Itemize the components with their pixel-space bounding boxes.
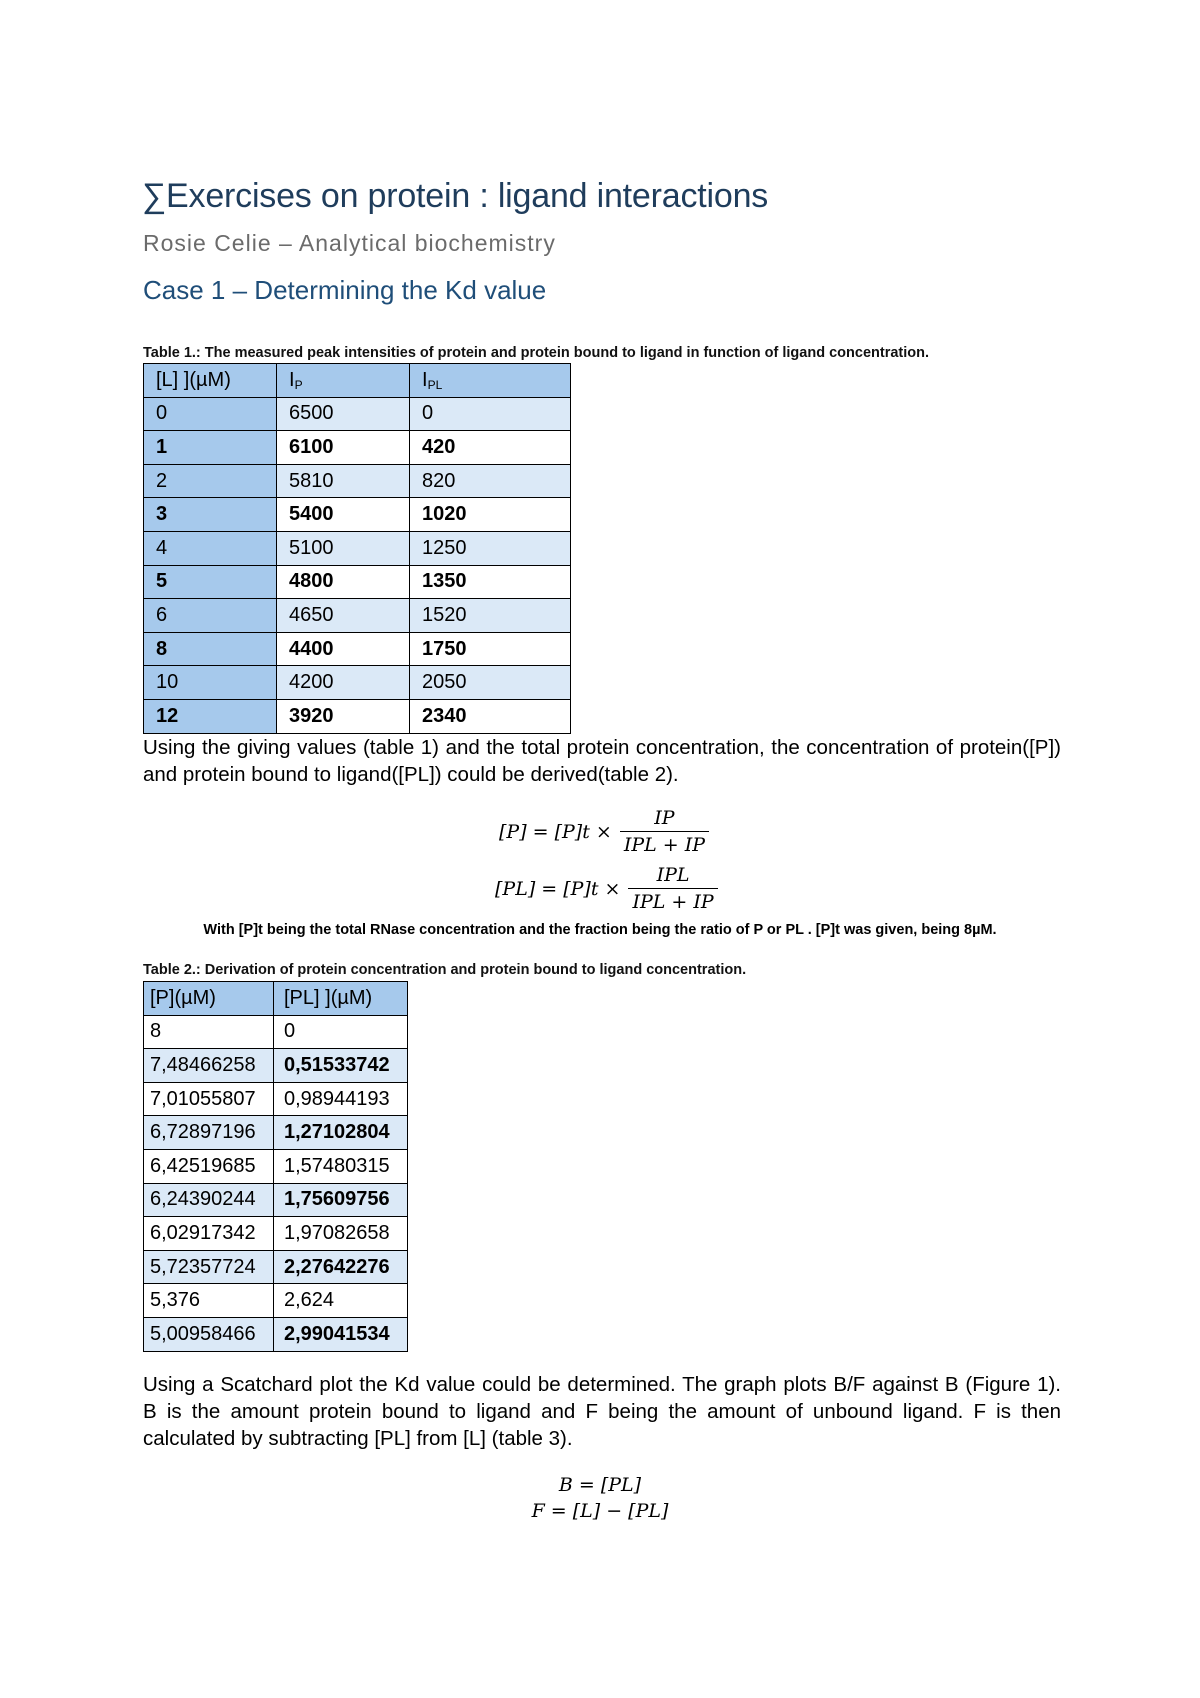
table-row	[144, 531, 571, 565]
table-row	[144, 1217, 408, 1251]
table2-cell: 2,27642276	[274, 1250, 408, 1284]
table1-cell: 10	[144, 666, 277, 700]
equation-pl-denominator: IPL + IP	[628, 888, 717, 913]
table1-cell: 2	[144, 464, 277, 498]
table2-cell: 0,51533742	[274, 1049, 408, 1083]
table-row	[144, 565, 571, 599]
table1-cell: 3920	[277, 699, 410, 733]
table1-cell: 5	[144, 565, 277, 599]
table2	[143, 981, 408, 1352]
table1-cell: 0	[410, 397, 571, 431]
table-row	[144, 632, 571, 666]
table1-cell: 4650	[277, 599, 410, 633]
table-row	[144, 464, 571, 498]
table1-cell: 5100	[277, 531, 410, 565]
table2-cell: 5,00958466	[144, 1317, 274, 1351]
table1-cell: 3	[144, 498, 277, 532]
page-subtitle: Rosie Celie – Analytical biochemistry	[143, 230, 556, 256]
table1-cell: 420	[410, 431, 571, 465]
equation-f: F = [L] − [PL]	[531, 1500, 669, 1522]
equation-p	[499, 807, 709, 856]
table-row	[144, 1183, 408, 1217]
equation-p-denominator: IPL + IP	[620, 831, 709, 856]
table2-header-cell: [P](µM)	[144, 982, 274, 1016]
table1-header-subscript: PL	[427, 377, 443, 392]
table2-cell: 0	[274, 1015, 408, 1049]
table1-cell: 5400	[277, 498, 410, 532]
equation-pl	[495, 864, 718, 913]
table-row	[144, 1015, 408, 1049]
table2-caption: Table 2.: Derivation of protein concentration and protein bound to ligand concentration.	[143, 962, 747, 978]
table-row	[144, 1317, 408, 1351]
table2-cell: 7,48466258	[144, 1049, 274, 1083]
equation-pl-lhs: [PL] = [P]t ×	[495, 877, 621, 900]
table1-caption: Table 1.: The measured peak intensities of protein and protein bound to ligand in function of ligand concentration.	[143, 345, 929, 361]
table1-cell: 5810	[277, 464, 410, 498]
table1-cell: 820	[410, 464, 571, 498]
equation-pl-fraction	[628, 864, 717, 913]
table-row	[144, 1049, 408, 1083]
table2-cell: 1,97082658	[274, 1217, 408, 1251]
table2-cell: 5,72357724	[144, 1250, 274, 1284]
equation-b: B = [PL]	[558, 1474, 642, 1496]
table1-cell: 4200	[277, 666, 410, 700]
table-row	[144, 599, 571, 633]
equation-p-fraction	[620, 807, 709, 856]
table2-cell: 1,57480315	[274, 1149, 408, 1183]
table2-header-cell: [PL] ](µM)	[274, 982, 408, 1016]
table1-header-cell	[277, 364, 410, 398]
table2-cell: 0,98944193	[274, 1082, 408, 1116]
page-title: ∑Exercises on protein : ligand interactions	[142, 177, 769, 215]
table2-cell: 8	[144, 1015, 274, 1049]
table1-cell: 4400	[277, 632, 410, 666]
table1-cell: 8	[144, 632, 277, 666]
table1-cell: 1250	[410, 531, 571, 565]
table1-header-cell	[144, 364, 277, 398]
table1-header-text: I	[422, 368, 428, 391]
table1-cell: 4	[144, 531, 277, 565]
table-row	[144, 699, 571, 733]
paragraph-derivation: Using the giving values (table 1) and the total protein concentration, the concentration of protein([P]) and protein bound to ligand([PL]) could be derived(table 2).	[143, 736, 1061, 786]
table2-cell: 7,01055807	[144, 1082, 274, 1116]
table1-cell: 4800	[277, 565, 410, 599]
table2-cell: 6,72897196	[144, 1116, 274, 1150]
table-row	[144, 431, 571, 465]
table-row	[144, 498, 571, 532]
paragraph-scatchard: Using a Scatchard plot the Kd value could be determined. The graph plots B/F against B (Figure 1). B is the amount protein bound to ligand and F being the amount of unbound ligand. F is then calculated by subtracting [PL] from [L] (table 3).	[143, 1373, 1061, 1450]
table1-cell: 6	[144, 599, 277, 633]
table2-cell: 6,42519685	[144, 1149, 274, 1183]
table1-cell: 2340	[410, 699, 571, 733]
table2-cell: 5,376	[144, 1284, 274, 1318]
table1-cell: 1020	[410, 498, 571, 532]
table2-cell: 2,99041534	[274, 1317, 408, 1351]
table2-header-row	[144, 982, 408, 1016]
table1	[143, 363, 571, 734]
table1-header-row	[144, 364, 571, 398]
table1-header-cell	[410, 364, 571, 398]
table1-cell: 2050	[410, 666, 571, 700]
table1-header-subscript: P	[294, 377, 303, 392]
table1-header-text: [L] ](µM)	[156, 368, 231, 391]
table1-cell: 1520	[410, 599, 571, 633]
case-heading: Case 1 – Determining the Kd value	[143, 275, 547, 305]
table1-cell: 12	[144, 699, 277, 733]
table-row	[144, 1082, 408, 1116]
table2-cell: 2,624	[274, 1284, 408, 1318]
table2-cell: 6,02917342	[144, 1217, 274, 1251]
table-row	[144, 666, 571, 700]
table-row	[144, 1250, 408, 1284]
equation-p-numerator: IP	[654, 807, 675, 829]
equation-pl-numerator: IPL	[656, 864, 690, 886]
table-row	[144, 397, 571, 431]
equation-p-lhs: [P] = [P]t ×	[499, 820, 612, 843]
table-row	[144, 1149, 408, 1183]
table-row	[144, 1116, 408, 1150]
table-row	[144, 1284, 408, 1318]
table2-cell: 6,24390244	[144, 1183, 274, 1217]
table2-cell: 1,27102804	[274, 1116, 408, 1150]
table1-cell: 1350	[410, 565, 571, 599]
table1-cell: 6100	[277, 431, 410, 465]
table2-cell: 1,75609756	[274, 1183, 408, 1217]
table1-cell: 1750	[410, 632, 571, 666]
table1-header-text: I	[289, 368, 295, 391]
table1-cell: 6500	[277, 397, 410, 431]
table1-cell: 0	[144, 397, 277, 431]
table1-cell: 1	[144, 431, 277, 465]
equation-note: With [P]t being the total RNase concentration and the fraction being the ratio of P or PL . [P]t was given, being 8µM.	[203, 922, 997, 938]
